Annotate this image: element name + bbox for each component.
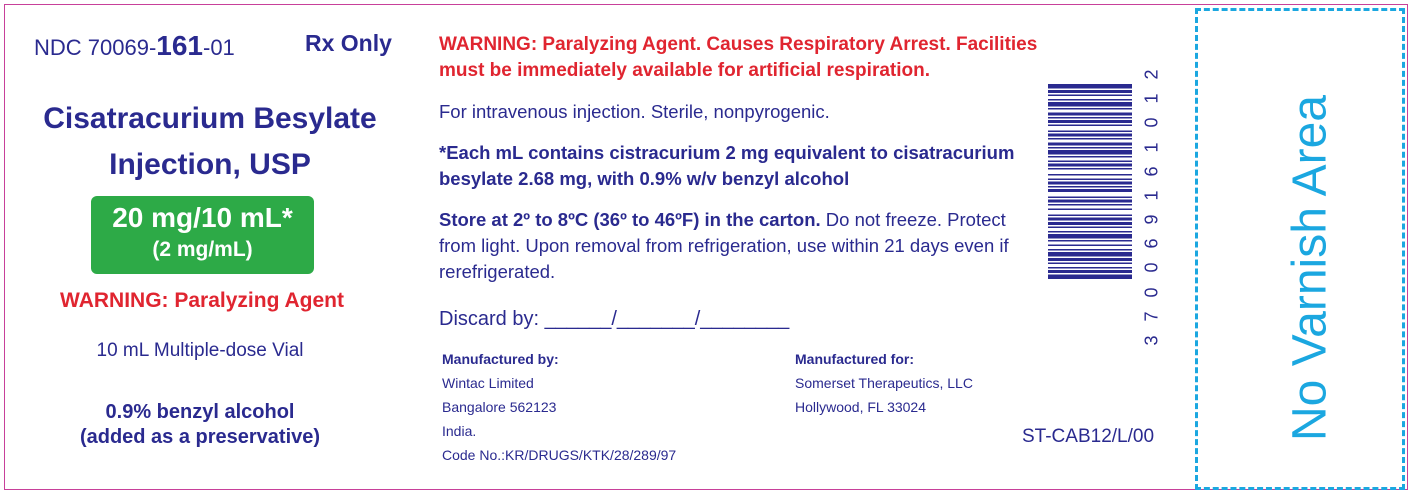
- barcode-bar: [1048, 125, 1132, 127]
- barcode-bar: [1048, 179, 1132, 181]
- ndc-suffix: -01: [203, 35, 235, 60]
- barcode-bar: [1048, 267, 1132, 269]
- barcode-bar: [1048, 134, 1132, 137]
- barcode-bar: [1048, 95, 1132, 97]
- barcode-digit: 0: [1141, 117, 1162, 128]
- barcode-digit: 0: [1141, 287, 1162, 298]
- barcode-bar: [1048, 131, 1132, 133]
- preservative-line2: (added as a preservative): [79, 426, 321, 448]
- barcode-bar: [1048, 84, 1132, 89]
- barcode-digit: 1: [1141, 190, 1162, 201]
- barcode-bar: [1048, 240, 1132, 242]
- barcode-bar: [1048, 182, 1132, 185]
- barcode-bar: [1048, 174, 1132, 176]
- label-code: ST-CAB12/L/00: [1022, 426, 1155, 447]
- strength-badge: [91, 196, 314, 274]
- preservative-line1: 0.9% benzyl alcohol: [105, 401, 295, 423]
- barcode-bar: [1048, 108, 1132, 110]
- barcode-digit: 1: [1141, 93, 1162, 104]
- barcode-bar: [1048, 197, 1132, 199]
- storage-bold: Store at 2º to 8ºC (36º to 46ºF) in the carton.: [439, 209, 821, 230]
- manufactured-by: [442, 347, 676, 467]
- barcode-bar: [1048, 90, 1132, 93]
- manufactured-for-heading: Manufactured for:: [795, 351, 914, 367]
- barcode-bar: [1048, 143, 1132, 146]
- barcode-bar: [1048, 227, 1132, 229]
- composition-text: *Each mL contains cistracurium 2 mg equivalent to cisatracurium besylate 2.68 mg, with 0.9% w/v benzyl alcohol: [439, 142, 1015, 189]
- rx-only: Rx Only: [305, 30, 392, 56]
- strength-per-ml: (2 mg/mL): [152, 238, 253, 261]
- barcode-bar: [1048, 252, 1132, 257]
- barcode-bar: [1048, 200, 1132, 203]
- manufactured-by-line: India.: [442, 423, 477, 439]
- barcode-bar: [1048, 222, 1132, 225]
- barcode-digit: 6: [1141, 166, 1162, 177]
- warning-line2: must be immediately available for artificial respiration.: [439, 60, 931, 81]
- warning-paralyzing: WARNING: Paralyzing Agent: [60, 289, 344, 312]
- ndc-product: 161: [156, 30, 203, 61]
- barcode-digit: 2: [1141, 69, 1162, 80]
- manufactured-by-line: Code No.:KR/DRUGS/KTK/28/289/97: [442, 447, 677, 463]
- storage-text: [439, 207, 1029, 285]
- barcode-bar: [1048, 138, 1132, 140]
- barcode-bar: [1048, 215, 1132, 217]
- route-text: For intravenous injection. Sterile, nonpyrogenic.: [439, 101, 830, 122]
- barcode-bar: [1048, 186, 1132, 188]
- barcode-digits: [1143, 68, 1163, 368]
- no-varnish-label: No Varnish Area: [1283, 95, 1337, 441]
- ndc-prefix: NDC 70069-: [34, 35, 157, 60]
- preservative-note: [20, 400, 380, 450]
- barcode-digit: 9: [1141, 214, 1162, 225]
- barcode-bar: [1048, 231, 1132, 233]
- manufactured-by-line: Wintac Limited: [442, 375, 534, 391]
- barcode-bar: [1048, 150, 1132, 155]
- barcode-bar: [1048, 249, 1132, 251]
- barcode-bar: [1048, 270, 1132, 273]
- title-line1: Cisatracurium Besylate: [43, 102, 377, 135]
- product-title: [20, 96, 400, 188]
- barcode-bar: [1048, 117, 1132, 119]
- barcode-bar: [1048, 234, 1132, 239]
- title-line2: Injection, USP: [109, 148, 311, 181]
- barcode-bar: [1048, 102, 1132, 107]
- barcode-bar: [1048, 245, 1132, 247]
- barcode-digit: 1: [1141, 142, 1162, 153]
- manufactured-for-line: Hollywood, FL 33024: [795, 399, 927, 415]
- storage-rest: Do not freeze. Protect from light. Upon removal from refrigeration, use within 21 days even if rerefrigerated.: [439, 209, 1009, 282]
- manufactured-for: [795, 347, 973, 419]
- barcode-bar: [1048, 209, 1132, 211]
- barcode-bar: [1048, 263, 1132, 265]
- barcode-digit: 7: [1141, 311, 1162, 322]
- barcode-bar: [1048, 275, 1132, 280]
- manufactured-for-line: Somerset Therapeutics, LLC: [795, 375, 973, 391]
- barcode-bar: [1048, 156, 1132, 158]
- barcode: [1048, 84, 1132, 348]
- barcode-digit: 3: [1141, 335, 1162, 346]
- barcode-digit: 6: [1141, 238, 1162, 249]
- manufactured-by-heading: Manufactured by:: [442, 351, 559, 367]
- ndc-code: [34, 30, 235, 62]
- barcode-bar: [1048, 258, 1132, 261]
- barcode-digit: 0: [1141, 262, 1162, 273]
- barcode-bar: [1048, 113, 1132, 116]
- vial-size: 10 mL Multiple-dose Vial: [96, 340, 304, 361]
- barcode-bar: [1048, 204, 1132, 206]
- manufactured-by-line: Bangalore 562123: [442, 399, 557, 415]
- barcode-bar: [1048, 99, 1132, 101]
- barcode-bar: [1048, 218, 1132, 221]
- strength-main: 20 mg/10 mL*: [112, 202, 293, 233]
- barcode-bar: [1048, 168, 1132, 170]
- barcode-bar: [1048, 147, 1132, 149]
- barcode-bar: [1048, 189, 1132, 192]
- barcode-bar: [1048, 161, 1132, 163]
- barcode-bar: [1048, 120, 1132, 123]
- respiratory-warning: [439, 32, 1059, 84]
- barcode-bar: [1048, 164, 1132, 167]
- discard-by: Discard by: ______/_______/________: [439, 308, 790, 330]
- warning-line1: WARNING: Paralyzing Agent. Causes Respiratory Arrest. Facilities: [439, 34, 1038, 55]
